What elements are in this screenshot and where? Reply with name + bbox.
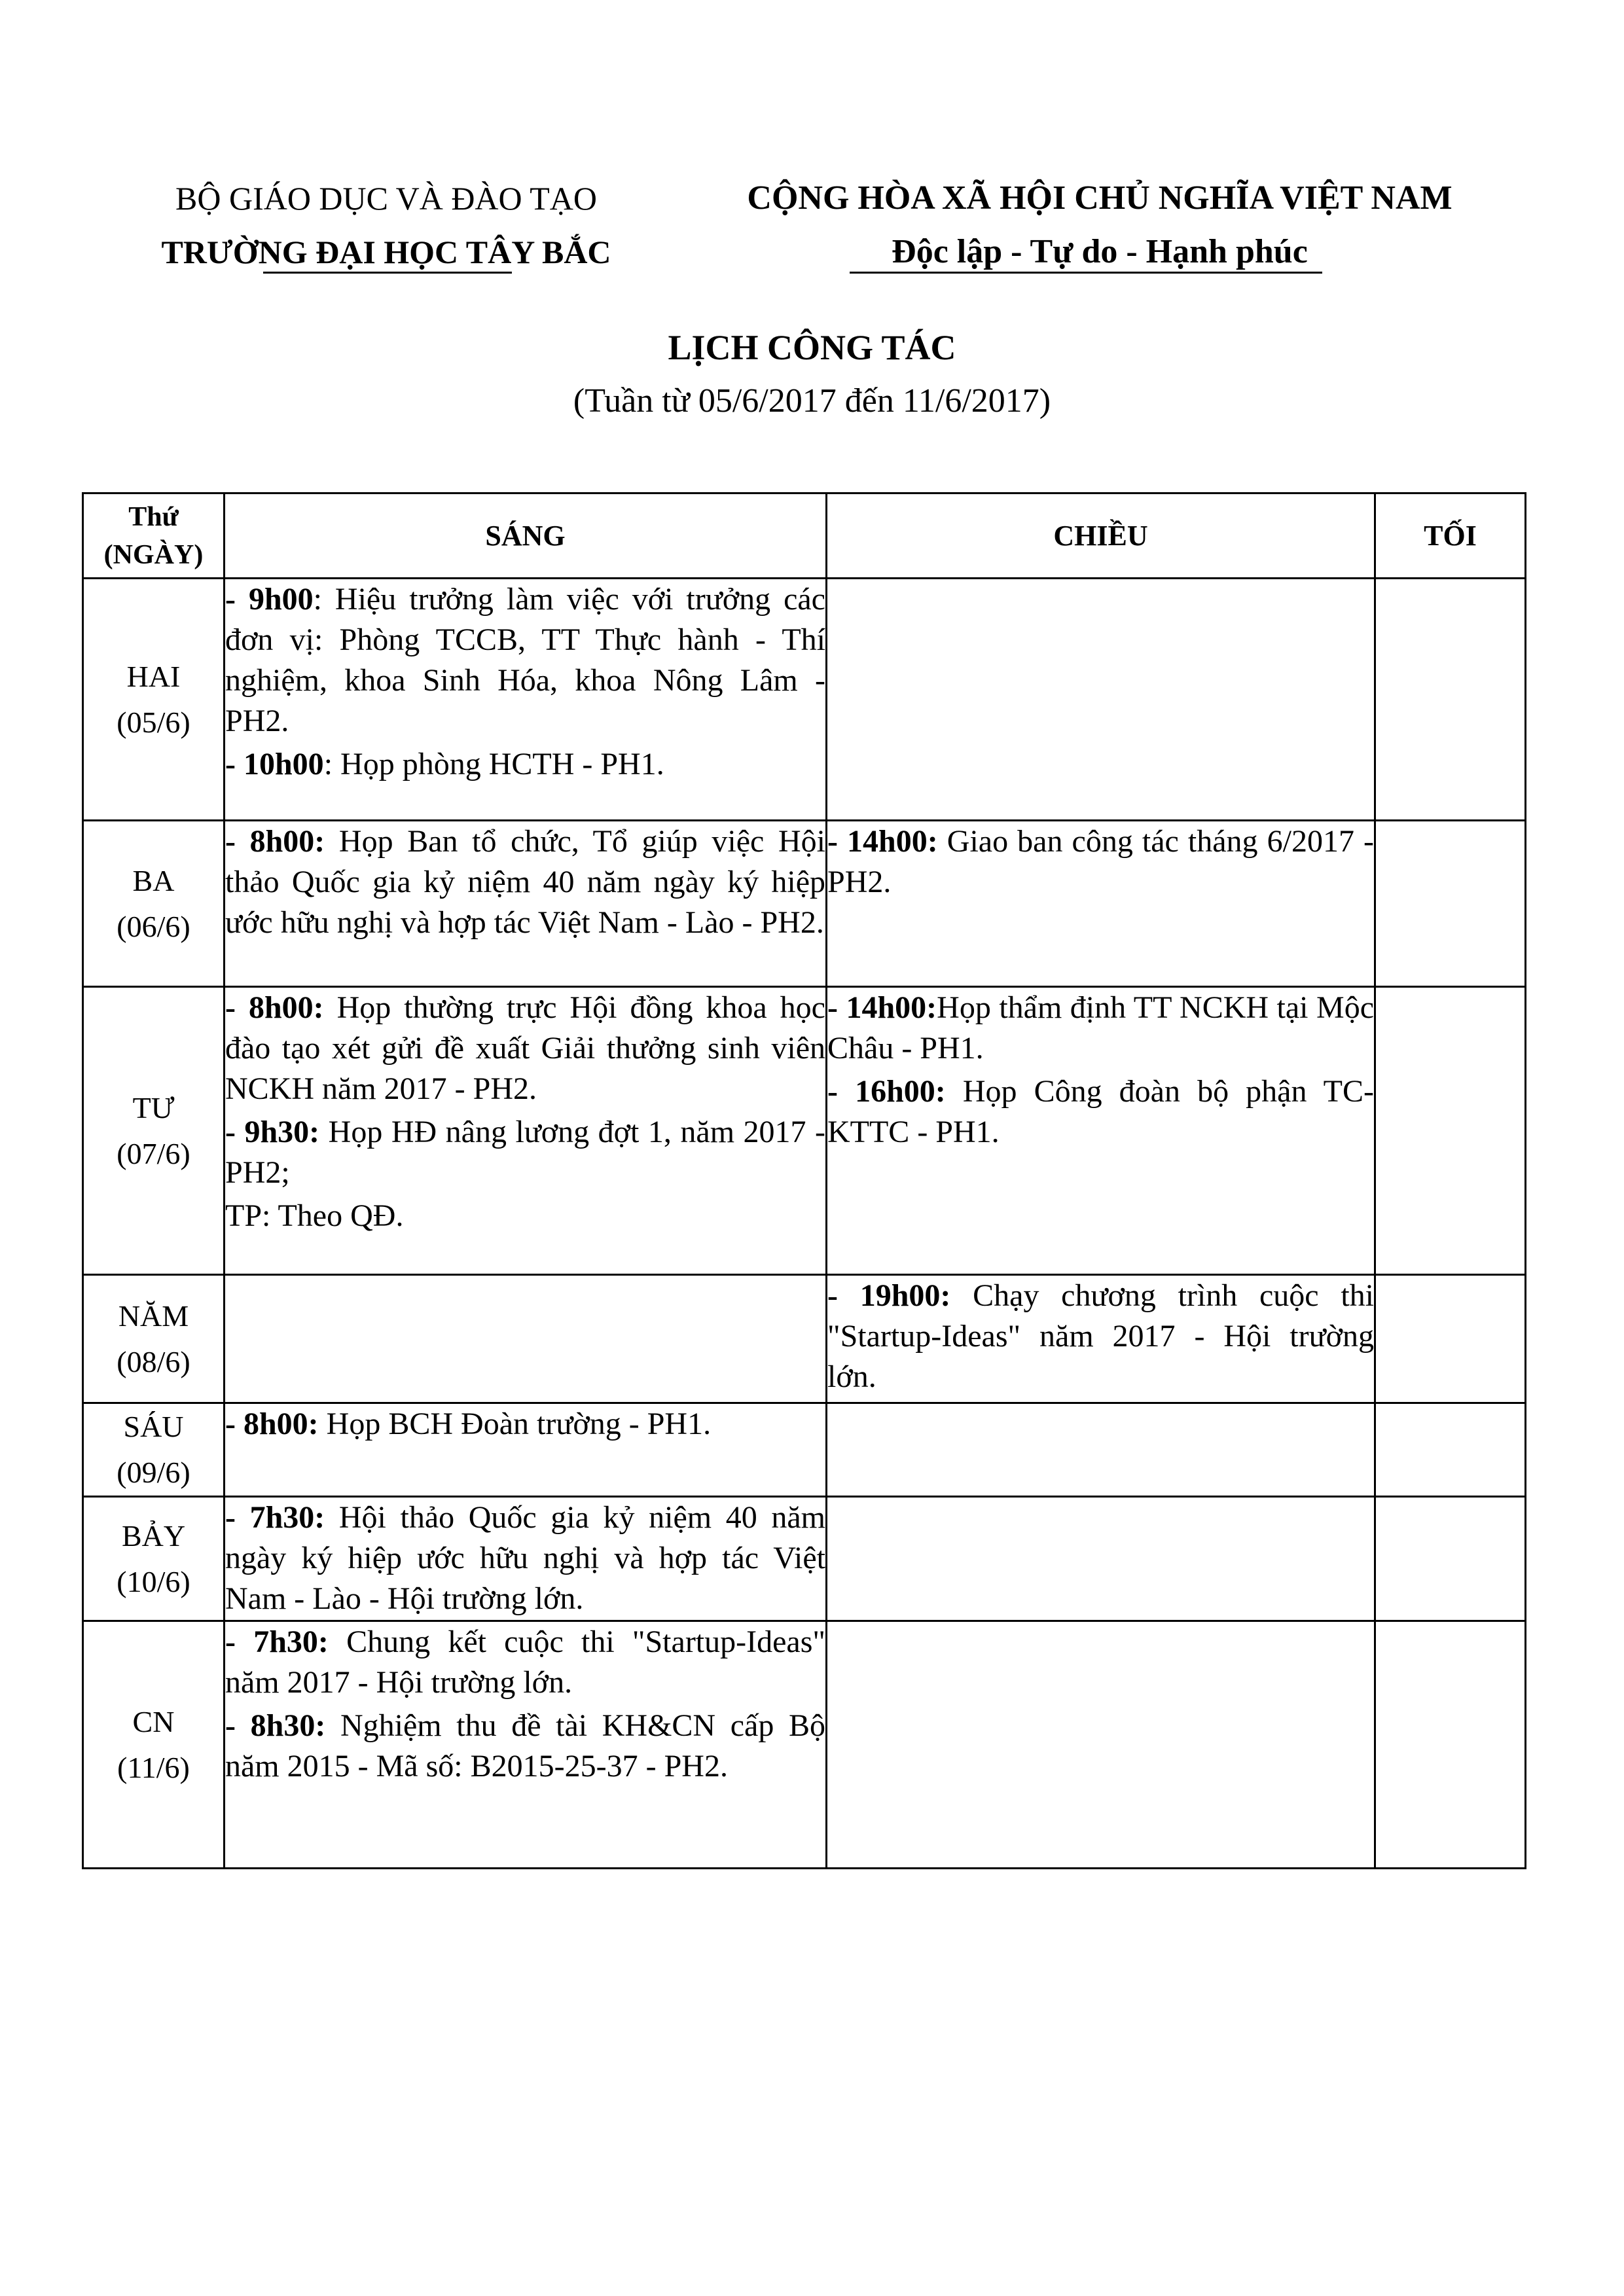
day-date: (05/6)	[117, 705, 190, 739]
morning-cell	[225, 987, 827, 1275]
entry-time: - 19h00:	[827, 1278, 951, 1313]
entry-text: : Hiệu trưởng làm việc với trưởng các đơn vị: Phòng TCCB, TT Thực hành - Thí nghiệm, khoa Sinh Hóa, khoa Nông Lâm - PH2.	[225, 582, 825, 738]
schedule-body	[83, 579, 1526, 1869]
schedule-entry	[225, 1622, 825, 1703]
ministry-name: BỘ GIÁO DỤC VÀ ĐÀO TẠO	[175, 180, 597, 217]
entry-text: Hội thảo Quốc gia kỷ niệm 40 năm ngày ký hiệp ước hữu nghị và hợp tác Việt Nam - Lào - Hội trường lớn.	[225, 1500, 825, 1616]
header-left-underline	[263, 272, 512, 274]
evening-cell	[1375, 1403, 1526, 1497]
day-name: BẢY	[121, 1518, 186, 1552]
schedule-table	[82, 492, 1526, 1869]
entry-text: Nghiệm thu đề tài KH&CN cấp Bộ năm 2015 - Mã số: B2015-25-37 - PH2.	[225, 1708, 825, 1784]
entry-time: - 14h00:	[827, 824, 938, 859]
morning-cell	[225, 1497, 827, 1621]
schedule-entry	[225, 1498, 825, 1619]
header-day-line1: Thứ	[128, 501, 179, 532]
entry-time: - 9h30:	[225, 1115, 320, 1149]
table-row	[83, 1275, 1526, 1403]
day-name: HAI	[126, 659, 181, 693]
evening-cell	[1375, 1275, 1526, 1403]
schedule-entry	[827, 988, 1374, 1069]
header-morning: SÁNG	[225, 493, 827, 579]
evening-cell	[1375, 1621, 1526, 1869]
morning-cell	[225, 1621, 827, 1869]
evening-cell	[1375, 987, 1526, 1275]
entry-text: Họp HĐ nâng lương đợt 1, năm 2017 - PH2;	[225, 1115, 826, 1190]
morning-cell	[225, 1403, 827, 1497]
university-name: TRƯỜNG ĐẠI HỌC TÂY BẮC	[161, 234, 611, 270]
day-date: (11/6)	[117, 1750, 190, 1784]
header-day-line2: (NGÀY)	[103, 539, 204, 570]
entry-text: Họp BCH Đoàn trường - PH1.	[318, 1407, 712, 1441]
table-row	[83, 821, 1526, 987]
entry-text: Chạy chương trình cuộc thi "Startup-Ideas" năm 2017 - Hội trường lớn.	[827, 1278, 1374, 1394]
day-name: CN	[132, 1704, 175, 1738]
entry-time: - 8h30:	[225, 1708, 326, 1743]
schedule-entry	[827, 1071, 1374, 1153]
table-header-row	[83, 493, 1526, 579]
entry-time: - 8h00:	[225, 824, 325, 859]
schedule-entry	[225, 744, 825, 785]
document-subtitle: (Tuần từ 05/6/2017 đến 11/6/2017)	[573, 382, 1051, 420]
header-evening: TỐI	[1375, 493, 1526, 579]
entry-time: - 9h00	[225, 582, 314, 617]
entry-time: - 7h30:	[225, 1500, 325, 1535]
day-date: (10/6)	[117, 1564, 190, 1598]
afternoon-cell	[827, 1403, 1375, 1497]
document-title: LỊCH CÔNG TÁC	[668, 328, 956, 367]
evening-cell	[1375, 1497, 1526, 1621]
entry-text: Họp Ban tổ chức, Tổ giúp việc Hội thảo Quốc gia kỷ niệm 40 năm ngày ký hiệp ước hữu nghị và hợp tác Việt Nam - Lào - PH2.	[225, 824, 825, 940]
evening-cell	[1375, 821, 1526, 987]
table-row	[83, 987, 1526, 1275]
national-motto: Độc lập - Tự do - Hạnh phúc	[892, 233, 1308, 270]
schedule-entry	[225, 821, 825, 943]
entry-time: - 8h00:	[225, 1407, 319, 1441]
day-name: BA	[132, 863, 175, 897]
morning-cell	[225, 1275, 827, 1403]
day-name: SÁU	[123, 1410, 184, 1443]
country-name: CỘNG HÒA XÃ HỘI CHỦ NGHĨA VIỆT NAM	[747, 179, 1453, 217]
day-cell	[83, 579, 225, 821]
table-row	[83, 1621, 1526, 1869]
schedule-entry	[225, 579, 825, 742]
entry-time: - 14h00:	[827, 990, 937, 1025]
entry-text: : Họp phòng HCTH - PH1.	[323, 747, 664, 781]
header-day	[83, 493, 225, 579]
day-date: (08/6)	[117, 1344, 190, 1378]
schedule-entry	[827, 1276, 1374, 1397]
entry-time: - 10h00	[225, 747, 324, 781]
day-name: TƯ	[132, 1090, 175, 1124]
entry-text: Họp thẩm định TT NCKH tại Mộc Châu - PH1.	[827, 990, 1374, 1066]
table-row	[83, 579, 1526, 821]
entry-time: - 16h00:	[827, 1074, 946, 1109]
header-right-underline	[850, 272, 1322, 274]
day-name: NĂM	[118, 1299, 189, 1333]
day-cell	[83, 821, 225, 987]
day-date: (07/6)	[117, 1136, 190, 1170]
table-row	[83, 1403, 1526, 1497]
header-right	[674, 171, 1525, 279]
day-cell	[83, 1403, 225, 1497]
afternoon-cell	[827, 579, 1375, 821]
schedule-entry	[225, 988, 825, 1109]
header-left	[98, 171, 674, 279]
afternoon-cell	[827, 987, 1375, 1275]
day-cell	[83, 987, 225, 1275]
day-cell	[83, 1497, 225, 1621]
afternoon-cell	[827, 1621, 1375, 1869]
entry-time: - 8h00:	[225, 990, 324, 1025]
schedule-entry	[225, 1196, 825, 1236]
schedule-entry	[225, 1112, 825, 1193]
entry-text: Giao ban công tác tháng 6/2017 - PH2.	[827, 824, 1374, 899]
morning-cell	[225, 579, 827, 821]
entry-time: - 7h30:	[225, 1624, 329, 1659]
day-cell	[83, 1275, 225, 1403]
entry-text: Họp Công đoàn bộ phận TC-KTTC - PH1.	[827, 1074, 1374, 1149]
day-cell	[83, 1621, 225, 1869]
entry-text: Chung kết cuộc thi "Startup-Ideas" năm 2017 - Hội trường lớn.	[225, 1624, 825, 1700]
table-row	[83, 1497, 1526, 1621]
evening-cell	[1375, 579, 1526, 821]
afternoon-cell	[827, 1497, 1375, 1621]
day-date: (06/6)	[117, 909, 190, 943]
entry-text: TP: Theo QĐ.	[225, 1198, 404, 1233]
schedule-entry	[225, 1404, 825, 1444]
entry-text: Họp thường trực Hội đồng khoa học đào tạo xét gửi đề xuất Giải thưởng sinh viên NCKH năm 2017 - PH2.	[225, 990, 825, 1106]
schedule-entry	[225, 1706, 825, 1787]
schedule-entry	[827, 821, 1374, 903]
day-date: (09/6)	[117, 1456, 190, 1489]
afternoon-cell	[827, 1275, 1375, 1403]
afternoon-cell	[827, 821, 1375, 987]
header-afternoon: CHIỀU	[827, 493, 1375, 579]
morning-cell	[225, 821, 827, 987]
